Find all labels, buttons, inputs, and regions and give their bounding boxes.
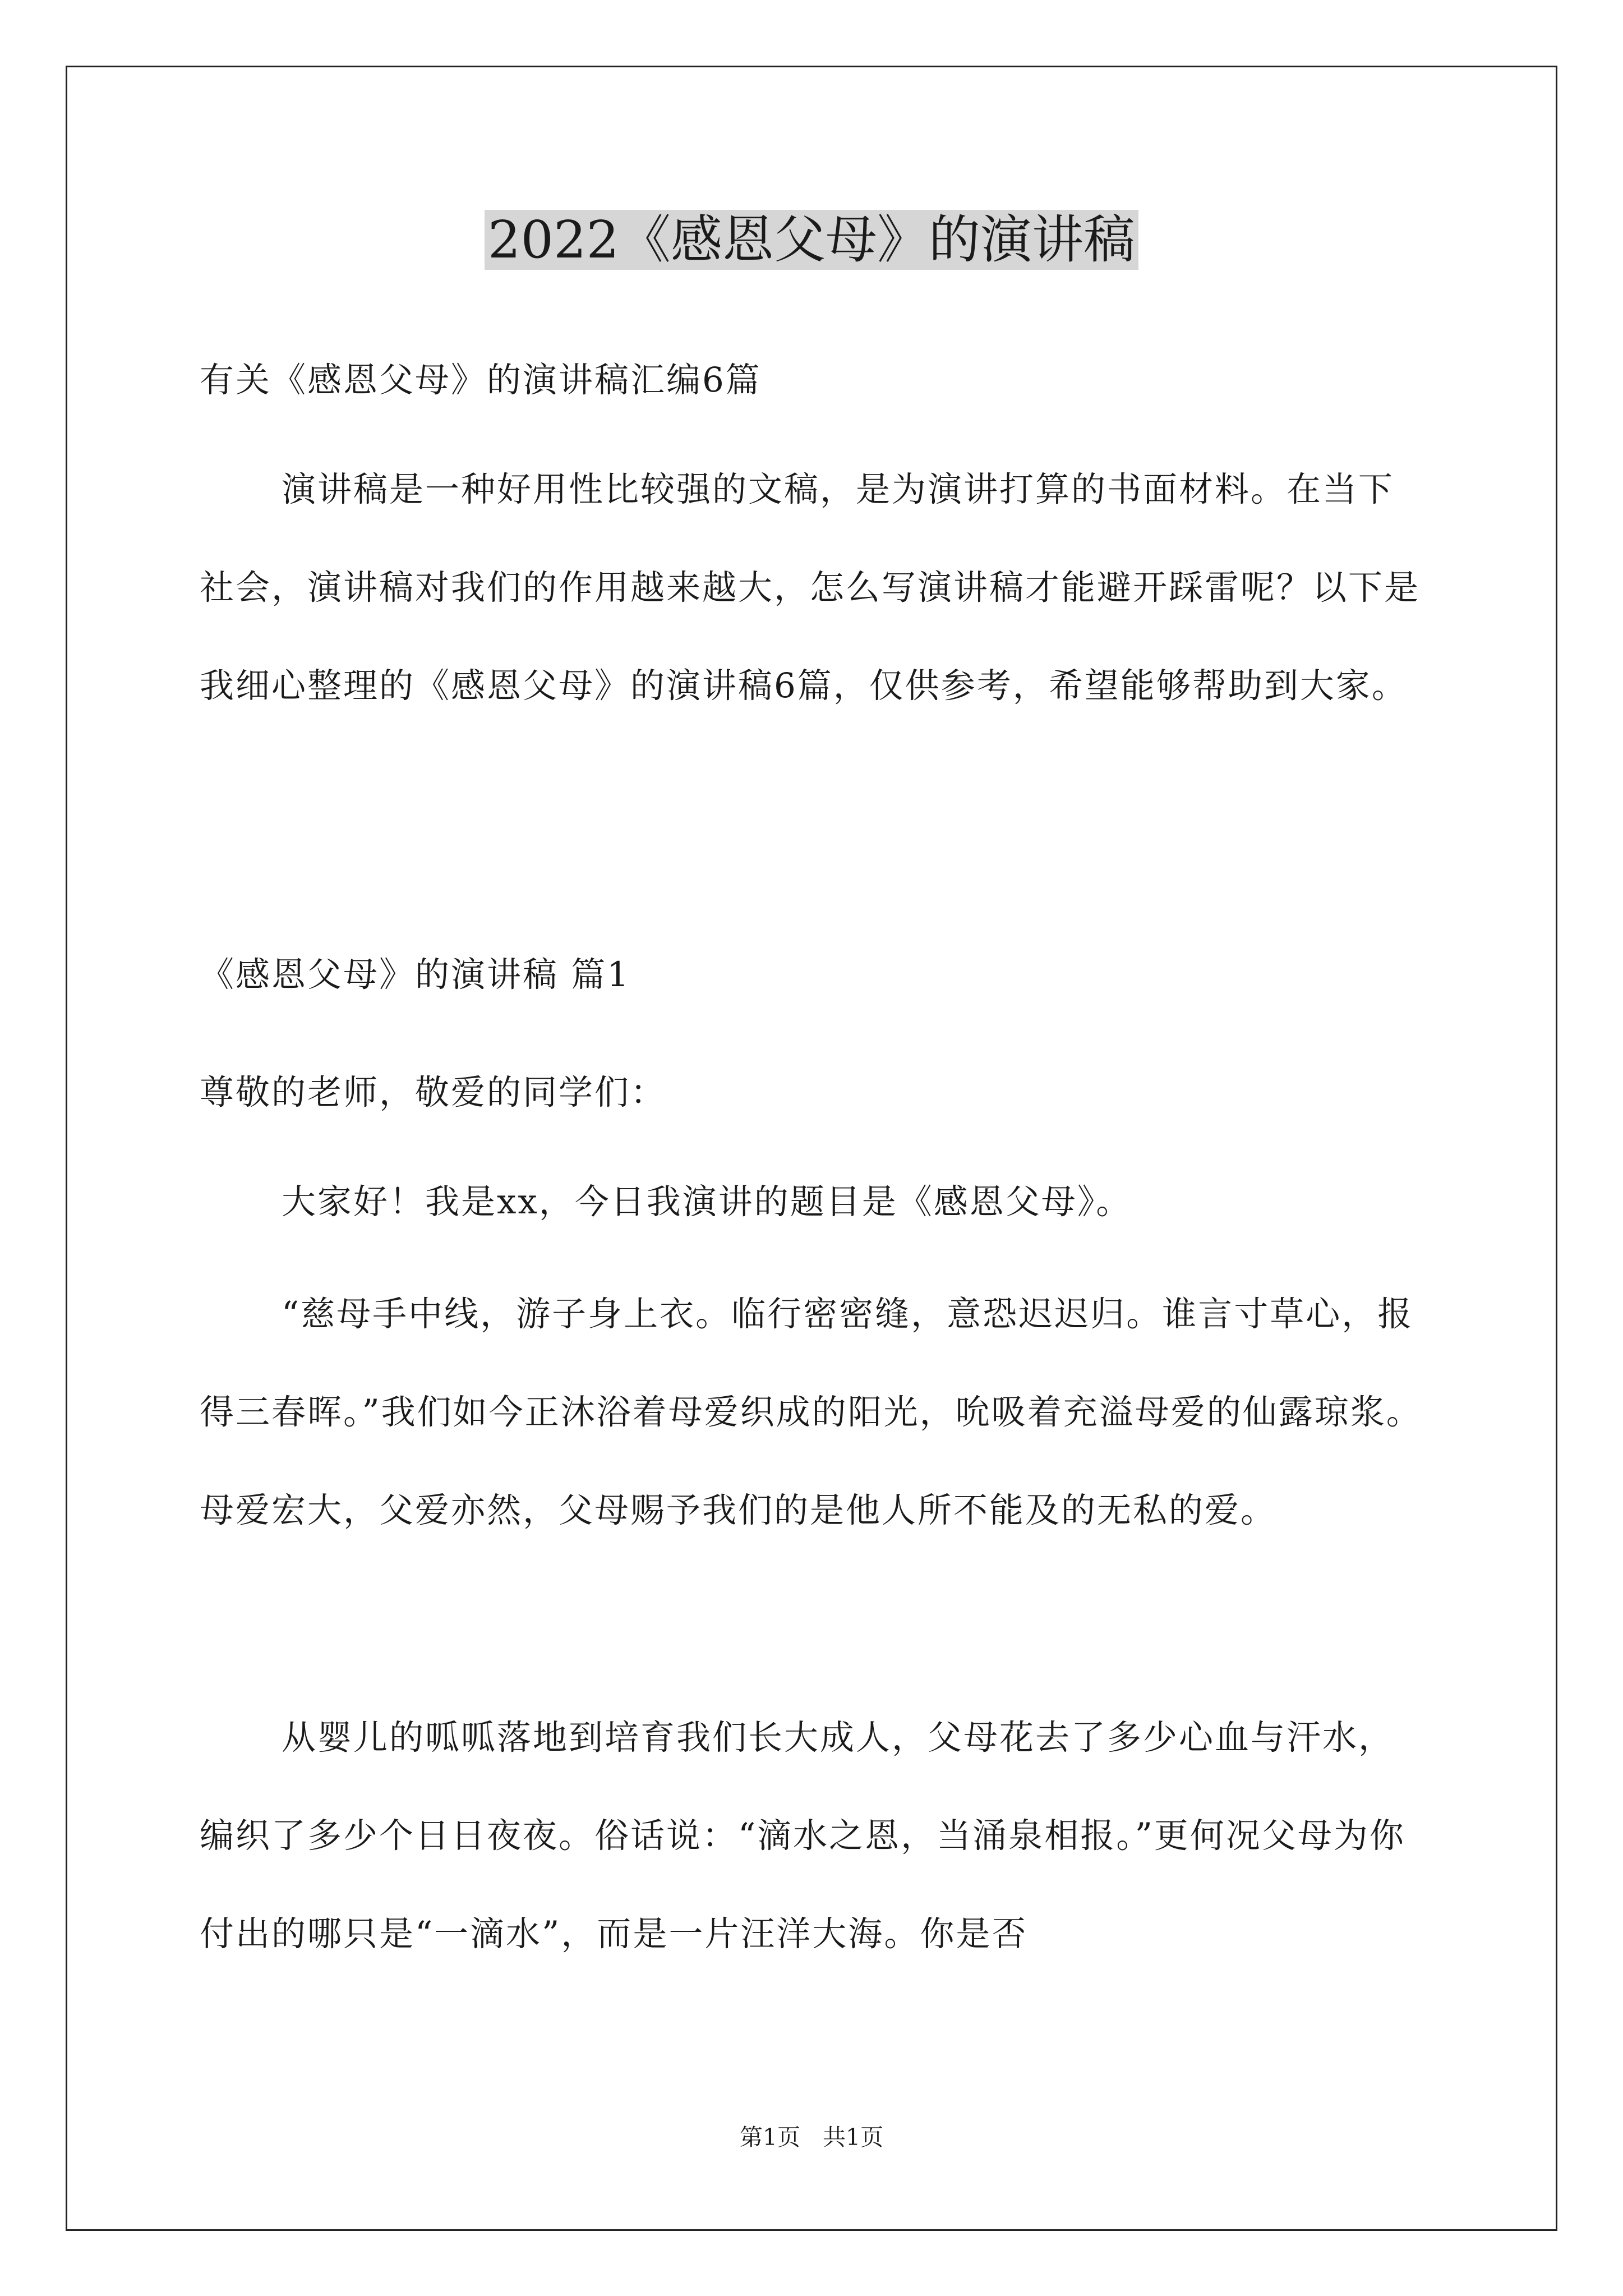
document-title	[0, 201, 1623, 279]
salutation: 尊敬的老师，敬爱的同学们：	[200, 1073, 667, 1112]
page-footer	[0, 2120, 1623, 2154]
page-number: 第1页	[739, 2124, 800, 2151]
section-heading: 《感恩父母》的演讲稿 篇1	[200, 955, 631, 995]
intro-paragraph: 演讲稿是一种好用性比较强的文稿，是为演讲打算的书面材料。在当下社会，演讲稿对我们的作用越来越大，怎么写演讲稿才能避开踩雷呢？以下是我细心整理的《感恩父母》的演讲稿6篇，仅供参考，希望能够帮助到大家。	[200, 470, 1421, 706]
page-total: 共1页	[823, 2124, 884, 2151]
paragraph-1: 大家好！我是xx，今日我演讲的题目是《感恩父母》。	[282, 1182, 1132, 1222]
title-text: 2022《感恩父母》的演讲稿	[485, 210, 1138, 270]
paragraph-2: “慈母手中线，游子身上衣。临行密密缝，意恐迟迟归。谁言寸草心，报得三春晖。”我们如今正沐浴着母爱织成的阳光，吮吸着充溢母爱的仙露琼浆。母爱宏大，父爱亦然，父母赐予我们的是他人所不能及的无私的爱。	[200, 1294, 1422, 1530]
document-subtitle: 有关《感恩父母》的演讲稿汇编6篇	[200, 360, 762, 400]
paragraph-3: 从婴儿的呱呱落地到培育我们长大成人，父母花去了多少心血与汗水，编织了多少个日日夜夜。俗话说：“滴水之恩，当涌泉相报。”更何况父母为你付出的哪只是“一滴水”，而是一片汪洋大海。你是否	[200, 1718, 1405, 1954]
